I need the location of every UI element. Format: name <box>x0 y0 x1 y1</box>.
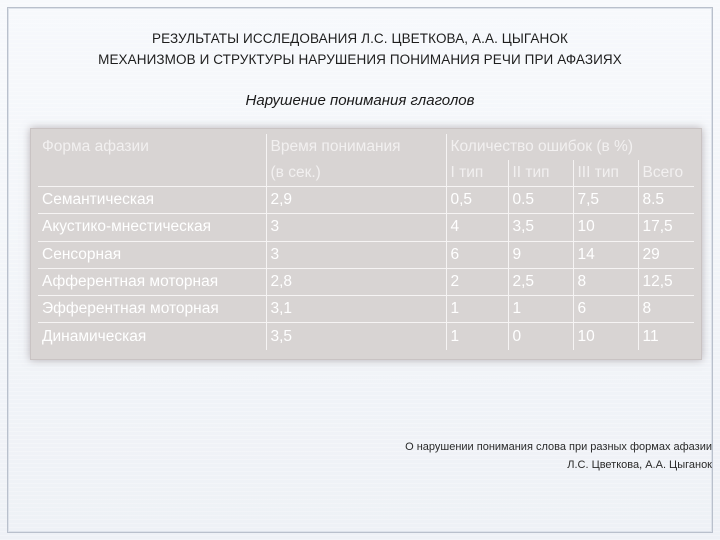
table-subtitle: Нарушение понимания глаголов <box>245 92 475 109</box>
table-row <box>38 187 694 214</box>
cell-type-2: 9 <box>508 241 573 268</box>
header-form: Форма афазии <box>42 138 149 155</box>
cell-type-2: 2,5 <box>508 268 573 295</box>
cell-form: Эфферентная моторная <box>38 296 266 323</box>
caption-line-1: О нарушении понимания слова при разных формах афазии <box>405 441 712 453</box>
cell-type-1: 1 <box>446 323 508 350</box>
cell-type-3: 10 <box>573 323 638 350</box>
cell-time: 3 <box>266 241 446 268</box>
cell-type-1: 0,5 <box>446 187 508 214</box>
cell-type-2: 0 <box>508 323 573 350</box>
cell-type-1: 1 <box>446 296 508 323</box>
table-row <box>38 323 694 350</box>
header-type-3: III тип <box>573 160 638 187</box>
cell-form: Семантическая <box>38 187 266 214</box>
cell-time: 3,5 <box>266 323 446 350</box>
cell-type-3: 8 <box>573 268 638 295</box>
header-total: Всего <box>638 160 694 187</box>
header-time-unit: (в сек.) <box>266 160 446 187</box>
cell-time: 3,1 <box>266 296 446 323</box>
header-form-empty <box>38 160 266 187</box>
cell-total: 8.5 <box>638 187 694 214</box>
header-errors: Количество ошибок (в %) <box>446 134 694 160</box>
cell-type-1: 4 <box>446 214 508 241</box>
header-type-1: I тип <box>446 160 508 187</box>
cell-total: 29 <box>638 241 694 268</box>
title-line-2: МЕХАНИЗМОВ И СТРУКТУРЫ НАРУШЕНИЯ ПОНИМАНИЯ РЕЧИ ПРИ АФАЗИЯХ <box>98 52 622 67</box>
cell-type-3: 14 <box>573 241 638 268</box>
title-line-1: РЕЗУЛЬТАТЫ ИССЛЕДОВАНИЯ Л.С. ЦВЕТКОВА, А.А. ЦЫГАНОК <box>152 31 568 46</box>
table-row <box>38 296 694 323</box>
cell-type-1: 2 <box>446 268 508 295</box>
cell-time: 2,9 <box>266 187 446 214</box>
table-row <box>38 268 694 295</box>
source-caption <box>330 438 712 474</box>
cell-total: 12,5 <box>638 268 694 295</box>
cell-type-1: 6 <box>446 241 508 268</box>
cell-time: 3 <box>266 214 446 241</box>
cell-form: Афферентная моторная <box>38 268 266 295</box>
table-header-row-1 <box>38 134 694 160</box>
cell-type-2: 3,5 <box>508 214 573 241</box>
header-type-2: II тип <box>508 160 573 187</box>
table-row <box>38 241 694 268</box>
cell-type-3: 7,5 <box>573 187 638 214</box>
table-row <box>38 214 694 241</box>
cell-form: Динамическая <box>42 327 147 345</box>
caption-line-2: Л.С. Цветкова, А.А. Цыганок <box>567 459 712 471</box>
cell-total: 8 <box>638 296 694 323</box>
cell-form: Акустико-мнестическая <box>38 214 266 241</box>
cell-type-3: 6 <box>573 296 638 323</box>
cell-total: 17,5 <box>638 214 694 241</box>
cell-form: Сенсорная <box>38 241 266 268</box>
cell-type-3: 10 <box>573 214 638 241</box>
slide-title <box>20 28 700 70</box>
results-table-image <box>30 128 702 360</box>
cell-type-2: 1 <box>508 296 573 323</box>
cell-type-2: 0.5 <box>508 187 573 214</box>
header-time: Время понимания <box>266 134 446 160</box>
cell-total: 11 <box>638 323 694 350</box>
results-table <box>38 134 694 350</box>
table-header-row-2 <box>38 160 694 187</box>
cell-time: 2,8 <box>266 268 446 295</box>
